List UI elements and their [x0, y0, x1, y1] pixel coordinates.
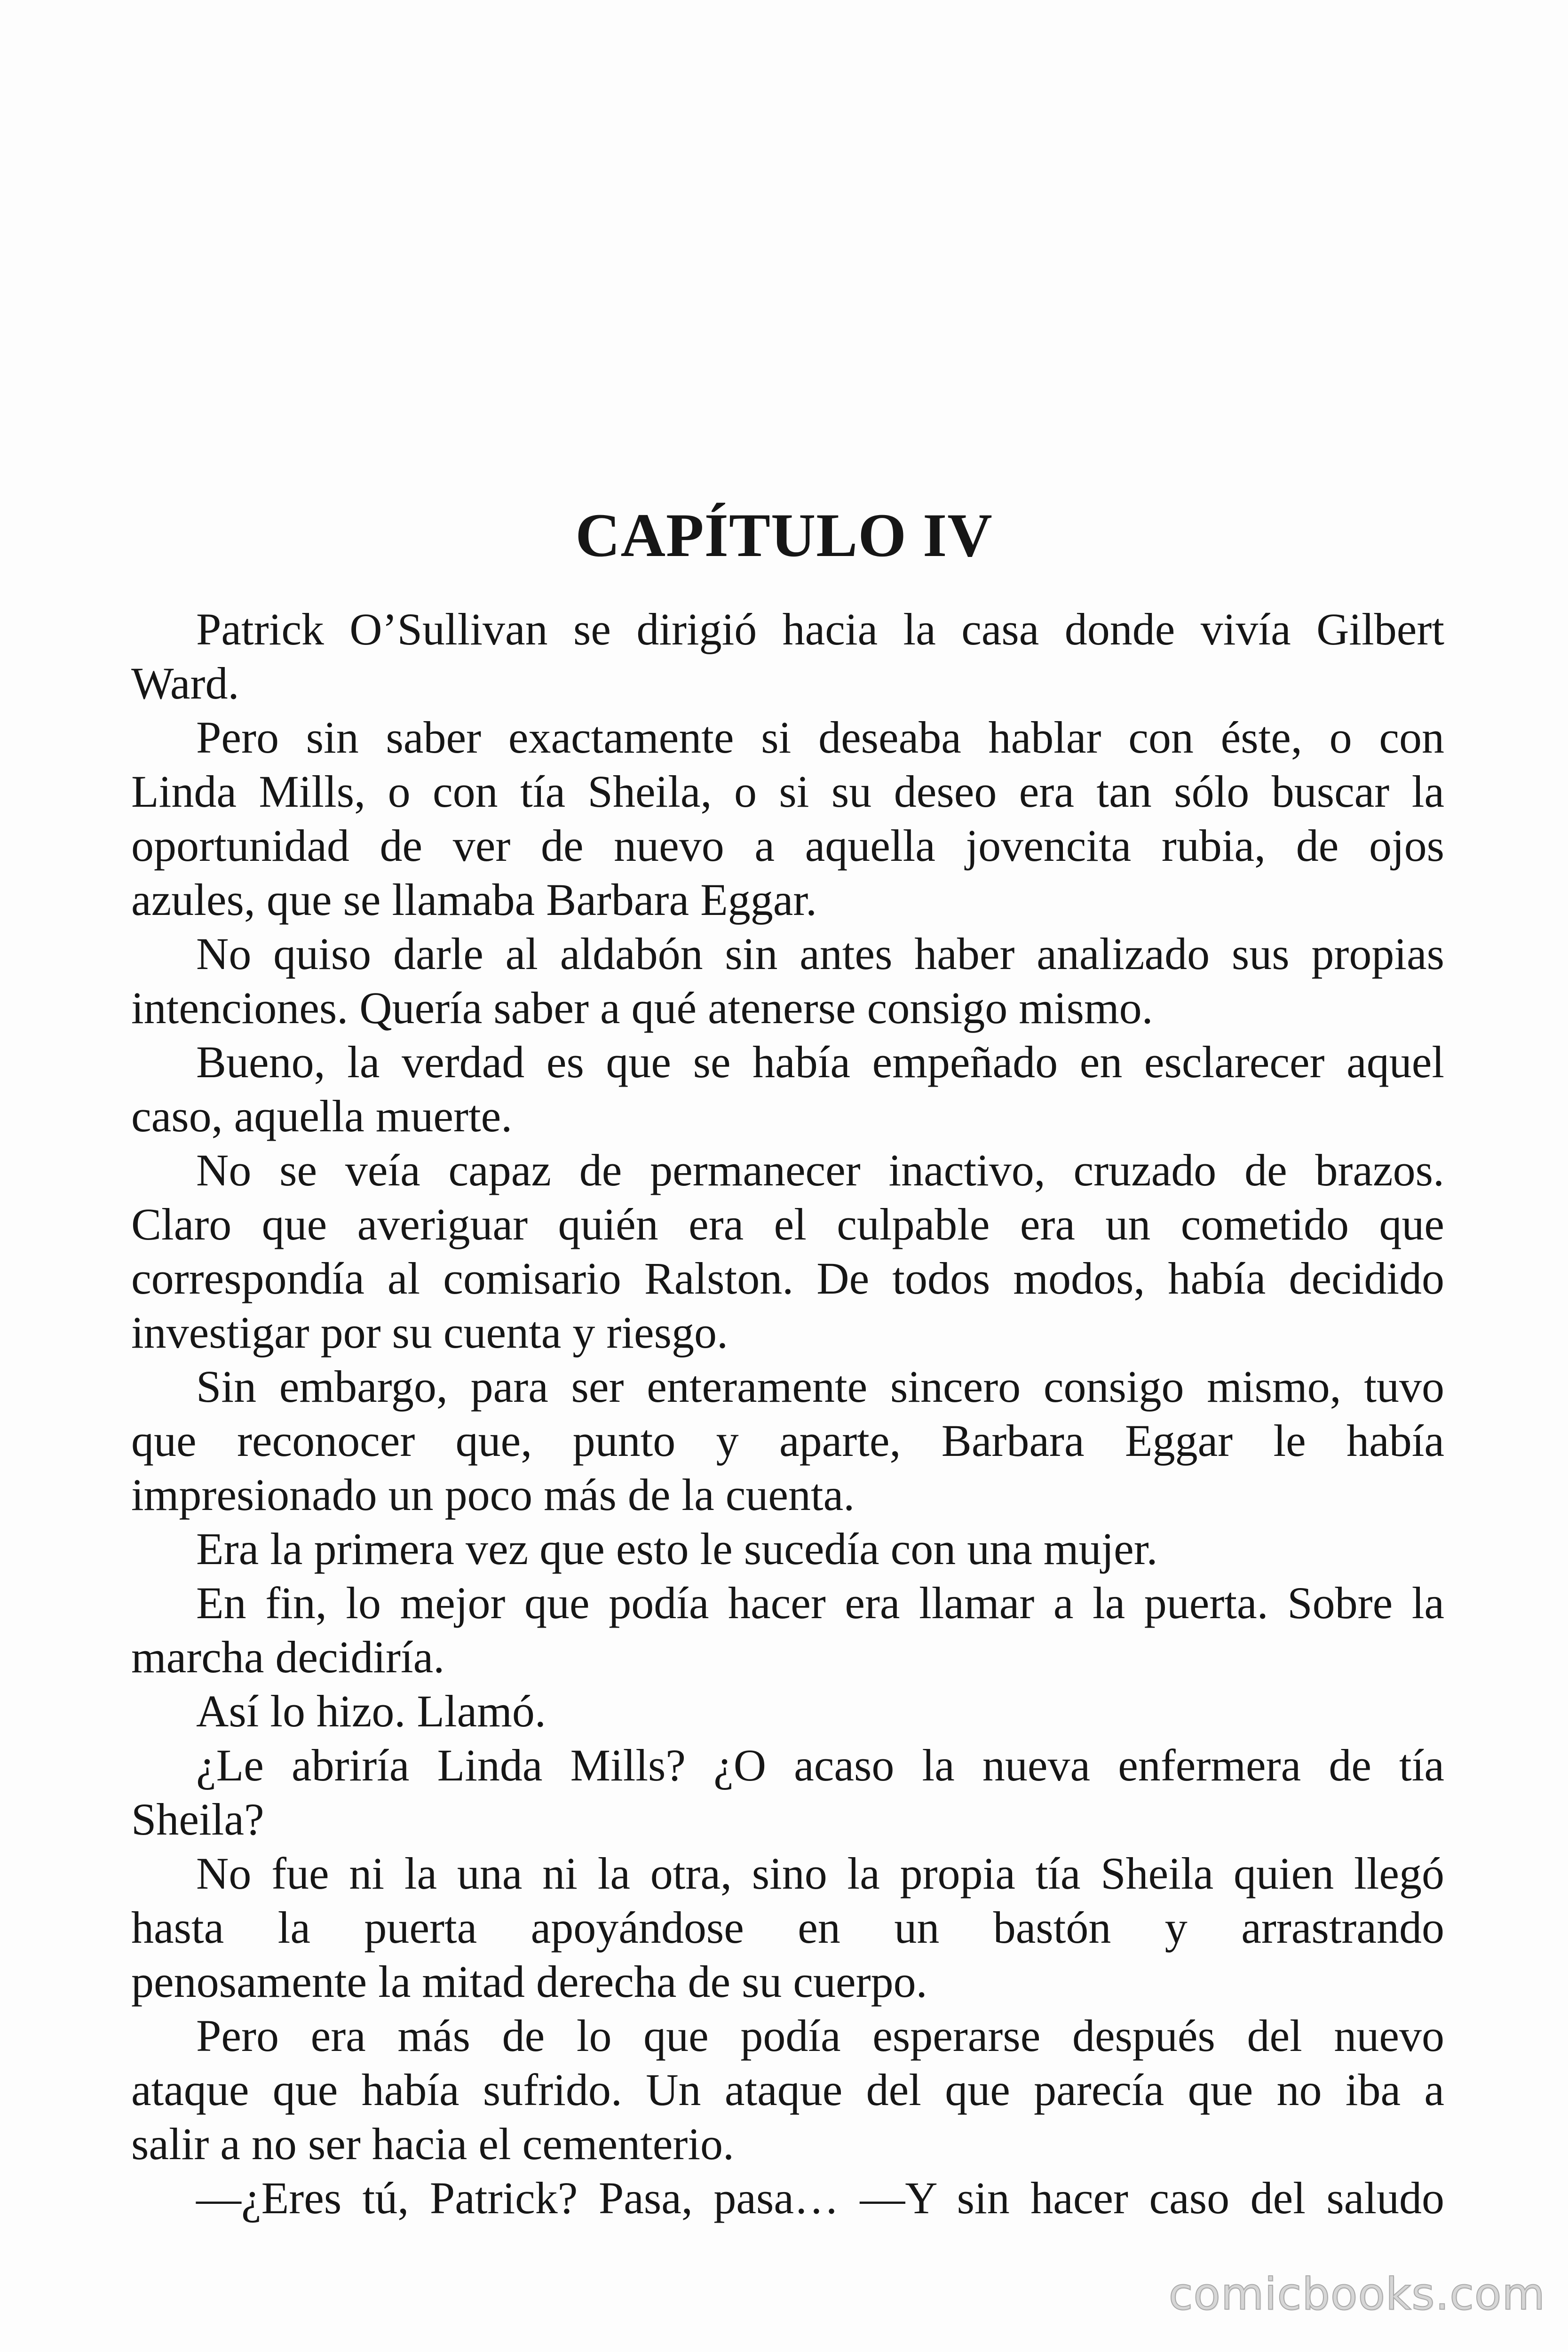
paragraph: [131, 710, 1444, 927]
text-line: Pero era más de lo que podía esperarse después del nuevo: [196, 2010, 1444, 2061]
paragraph: [131, 2171, 1444, 2225]
text-line: Sin embargo, para ser enteramente sincero consigo mismo, tuvo: [196, 1361, 1444, 1412]
paragraph: [131, 1576, 1444, 1684]
text-line: Así lo hizo. Llamó.: [196, 1686, 546, 1736]
watermark: comicbooks.com: [1168, 2269, 1545, 2320]
text-line: Sheila?: [131, 1794, 264, 1844]
chapter-title: CAPÍTULO IV: [575, 501, 993, 570]
text-line: No fue ni la una ni la otra, sino la propia tía Sheila quien llegó: [196, 1848, 1444, 1899]
text-line: ataque que había sufrido. Un ataque del que parecía que no iba a: [131, 2065, 1444, 2115]
body-text: [131, 602, 1444, 2225]
text-line: hasta la puerta apoyándose en un bastón y arrastrando: [131, 1902, 1444, 1953]
text-line: salir a no ser hacia el cementerio.: [131, 2119, 735, 2169]
text-line: Bueno, la verdad es que se había empeñado en esclarecer aquel: [196, 1037, 1444, 1087]
text-line: Pero sin saber exactamente si deseaba hablar con éste, o con: [196, 712, 1444, 763]
paragraph: [131, 1738, 1444, 1846]
paragraph: [131, 602, 1444, 710]
text-line: Ward.: [131, 658, 239, 708]
text-line: marcha decidiría.: [131, 1632, 445, 1682]
paragraph: [131, 2009, 1444, 2171]
text-line: Patrick O’Sullivan se dirigió hacia la casa donde vivía Gilbert: [196, 604, 1444, 654]
text-line: No se veía capaz de permanecer inactivo, cruzado de brazos.: [196, 1145, 1444, 1195]
text-line: penosamente la mitad derecha de su cuerpo.: [131, 1956, 927, 2007]
paragraph: [131, 1522, 1444, 1576]
text-line: caso, aquella muerte.: [131, 1091, 513, 1141]
text-line: —¿Eres tú, Patrick? Pasa, pasa… —Y sin hacer caso del saludo: [196, 2173, 1444, 2223]
text-line: No quiso darle al aldabón sin antes haber analizado sus propias: [196, 929, 1444, 979]
text-line: intenciones. Quería saber a qué atenerse consigo mismo.: [131, 983, 1153, 1033]
text-line: correspondía al comisario Ralston. De todos modos, había decidido: [131, 1253, 1444, 1303]
text-line: azules, que se llamaba Barbara Eggar.: [131, 874, 817, 925]
paragraph: [131, 1684, 1444, 1738]
paragraph: [131, 1035, 1444, 1143]
paragraph: [131, 927, 1444, 1035]
paragraph: [131, 1143, 1444, 1359]
paragraph: [131, 1359, 1444, 1522]
text-line: Era la primera vez que esto le sucedía con una mujer.: [196, 1524, 1158, 1574]
text-line: oportunidad de ver de nuevo a aquella jovencita rubia, de ojos: [131, 820, 1444, 871]
text-line: impresionado un poco más de la cuenta.: [131, 1470, 855, 1520]
text-line: investigar por su cuenta y riesgo.: [131, 1307, 728, 1358]
text-line: En fin, lo mejor que podía hacer era llamar a la puerta. Sobre la: [196, 1578, 1444, 1628]
text-line: Linda Mills, o con tía Sheila, o si su deseo era tan sólo buscar la: [131, 766, 1444, 817]
text-line: Claro que averiguar quién era el culpable era un cometido que: [131, 1199, 1444, 1249]
text-line: ¿Le abriría Linda Mills? ¿O acaso la nueva enfermera de tía: [196, 1740, 1444, 1790]
paragraph: [131, 1846, 1444, 2009]
text-line: que reconocer que, punto y aparte, Barbara Eggar le había: [131, 1415, 1444, 1466]
